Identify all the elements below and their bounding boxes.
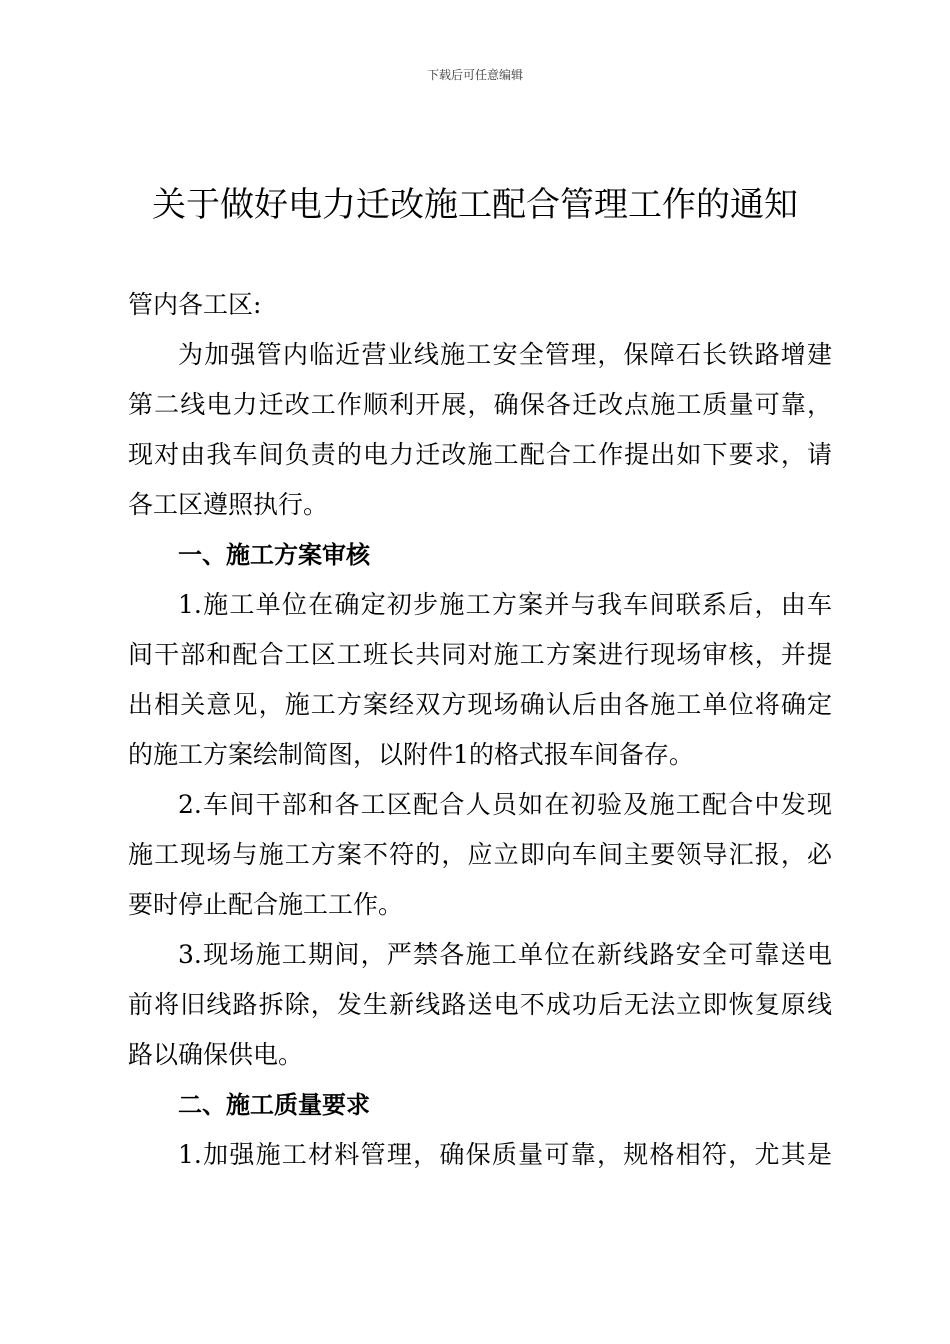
page-header-note: 下载后可任意编辑 xyxy=(426,68,523,82)
section-heading-quality-requirements: 二、施工质量要求 xyxy=(178,1091,370,1119)
document-title: 关于做好电力迁改施工配合管理工作的通知 xyxy=(152,185,798,225)
paragraph-line: 要时停止配合施工工作。 xyxy=(128,890,404,919)
salutation: 管内各工区: xyxy=(128,290,262,319)
paragraph-line: 施工现场与施工方案不符的，应立即向车间主要领导汇报，必 xyxy=(128,840,832,869)
intro-line: 现对由我车间负责的电力迁改施工配合工作提出如下要求，请 xyxy=(128,440,832,469)
paragraph-line: 3.现场施工期间，严禁各施工单位在新线路安全可靠送电 xyxy=(178,940,832,969)
intro-line: 各工区遵照执行。 xyxy=(128,490,329,519)
paragraph-line: 路以确保供电。 xyxy=(128,1040,304,1069)
paragraph-line: 1.施工单位在确定初步施工方案并与我车间联系后，由车 xyxy=(178,590,832,619)
paragraph-line: 2.车间干部和各工区配合人员如在初验及施工配合中发现 xyxy=(178,790,832,819)
intro-line: 为加强管内临近营业线施工安全管理，保障石长铁路增建 xyxy=(178,340,832,369)
section-heading-plan-review: 一、施工方案审核 xyxy=(178,541,370,569)
paragraph-line: 的施工方案绘制简图，以附件1的格式报车间备存。 xyxy=(128,740,694,769)
intro-line: 第二线电力迁改工作顺利开展，确保各迁改点施工质量可靠， xyxy=(128,390,832,419)
paragraph-line: 1.加强施工材料管理，确保质量可靠，规格相符，尤其是 xyxy=(178,1140,832,1169)
paragraph-line: 出相关意见，施工方案经双方现场确认后由各施工单位将确定 xyxy=(128,690,832,719)
paragraph-line: 间干部和配合工区工班长共同对施工方案进行现场审核，并提 xyxy=(128,640,832,669)
paragraph-line: 前将旧线路拆除，发生新线路送电不成功后无法立即恢复原线 xyxy=(128,990,832,1019)
document-body xyxy=(128,280,832,1180)
